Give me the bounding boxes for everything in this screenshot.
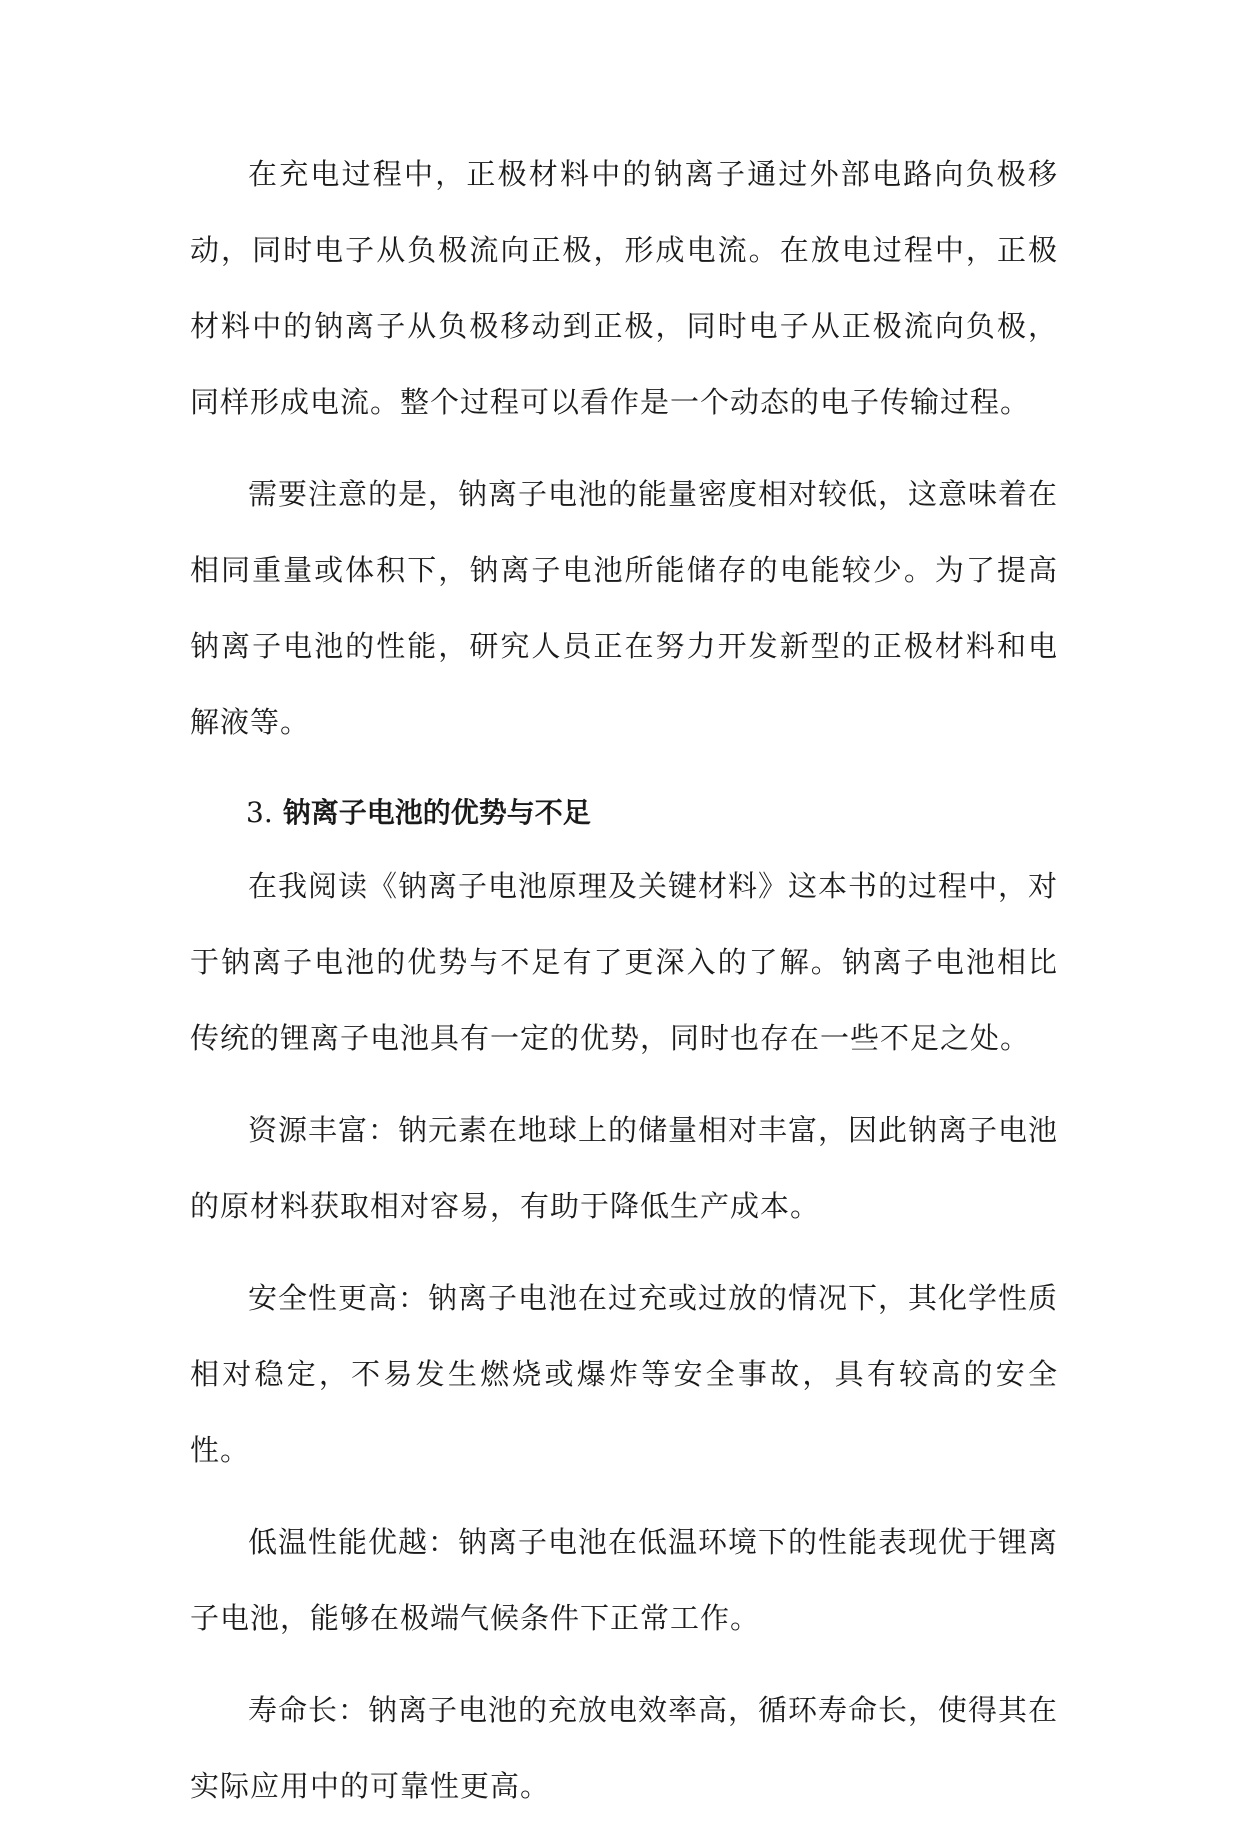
- section-title: 钠离子电池的优势与不足: [282, 796, 591, 829]
- paragraph-lifespan: 寿命长：钠离子电池的充放电效率高，循环寿命长，使得其在实际应用中的可靠性更高。: [190, 1693, 1059, 1803]
- paragraph-low-temperature: 低温性能优越：钠离子电池在低温环境下的性能表现优于锂离子电池，能够在极端气候条件下正常工作。: [190, 1525, 1059, 1635]
- section-heading: [190, 784, 1058, 842]
- section-number: 3.: [246, 796, 273, 829]
- paragraph-charging-process: 在充电过程中，正极材料中的钠离子通过外部电路向负极移动，同时电子从负极流向正极，形成电流。在放电过程中，正极材料中的钠离子从负极移动到正极，同时电子从正极流向负极，同样形成电流。整个过程可以看作是一个动态的电子传输过程。: [190, 157, 1058, 419]
- paragraph-energy-density: 需要注意的是，钠离子电池的能量密度相对较低，这意味着在相同重量或体积下，钠离子电池所能储存的电能较少。为了提高钠离子电池的性能，研究人员正在努力开发新型的正极材料和电解液等。: [190, 477, 1059, 739]
- paragraph-intro: 在我阅读《钠离子电池原理及关键材料》这本书的过程中，对于钠离子电池的优势与不足有了更深入的了解。钠离子电池相比传统的锂离子电池具有一定的优势，同时也存在一些不足之处。: [190, 869, 1059, 1055]
- paragraph-safety: 安全性更高：钠离子电池在过充或过放的情况下，其化学性质相对稳定，不易发生燃烧或爆炸等安全事故，具有较高的安全性。: [190, 1281, 1059, 1467]
- paragraph-resources: 资源丰富：钠元素在地球上的储量相对丰富，因此钠离子电池的原材料获取相对容易，有助于降低生产成本。: [190, 1113, 1059, 1223]
- document-page: [190, 136, 1058, 1840]
